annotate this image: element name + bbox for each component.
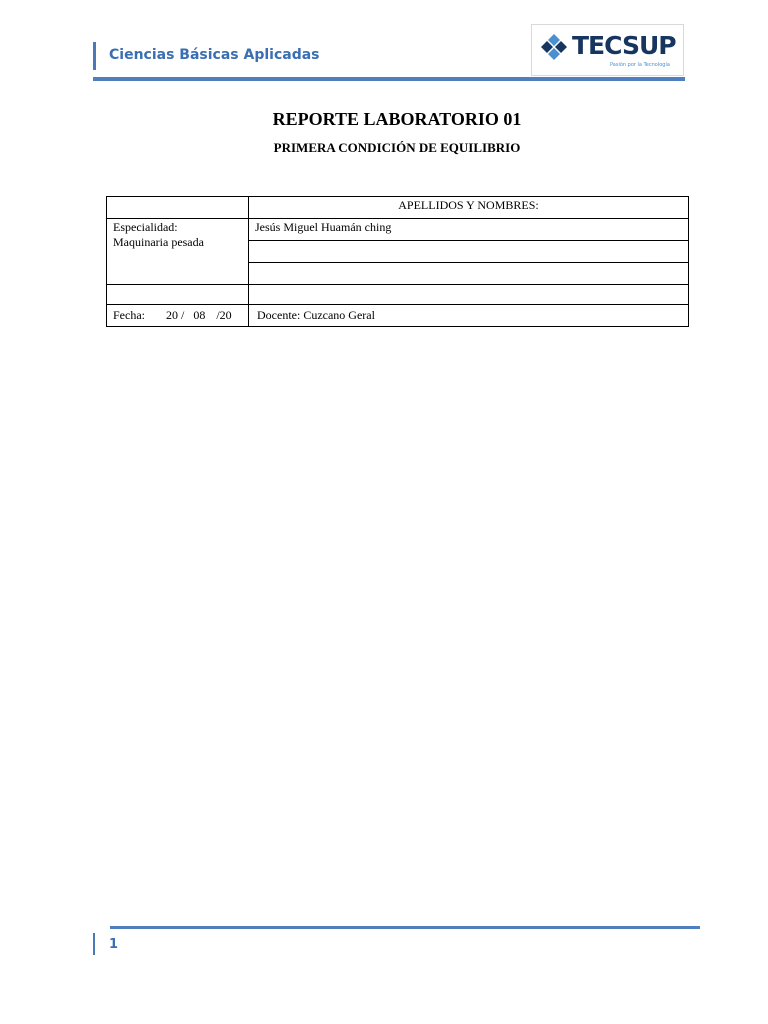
footer-accent-bar: [93, 933, 95, 955]
docente-cell: Docente: Cuzcano Geral: [249, 305, 689, 327]
tecsup-logo-icon: [540, 33, 568, 61]
fecha-cell: [107, 305, 249, 327]
fecha-day: 20 /: [166, 308, 185, 322]
header-divider: [93, 77, 685, 81]
student-name-2: [249, 241, 689, 263]
fecha-month: 08: [193, 308, 206, 322]
student-info-table: [106, 196, 689, 327]
footer-divider: [110, 926, 700, 929]
logo-tagline: Pasión por la Tecnología: [610, 62, 670, 68]
fecha-label: Fecha:: [113, 308, 145, 322]
especialidad-label: Especialidad:: [113, 220, 178, 234]
especialidad-value: Maquinaria pesada: [113, 235, 204, 249]
table-cell: [107, 285, 249, 305]
table-row: [107, 197, 689, 219]
header-accent-bar: [93, 42, 96, 70]
table-row: [107, 285, 689, 305]
names-header-cell: APELLIDOS Y NOMBRES:: [249, 197, 689, 219]
table-row: [107, 305, 689, 327]
table-cell: [107, 197, 249, 219]
student-name-1: Jesús Miguel Huamán ching: [249, 219, 689, 241]
course-title: Ciencias Básicas Aplicadas: [109, 47, 320, 63]
table-row: [107, 219, 689, 241]
logo-wordmark: TECSUP: [572, 31, 676, 60]
table-cell: [249, 285, 689, 305]
fecha-year: /20: [216, 308, 232, 322]
report-title: REPORTE LABORATORIO 01: [272, 109, 522, 129]
report-subtitle: PRIMERA CONDICIÓN DE EQUILIBRIO: [273, 140, 521, 155]
student-name-3: [249, 263, 689, 285]
tecsup-logo: [531, 24, 684, 76]
especialidad-cell: [107, 219, 249, 285]
page-number: 1: [109, 937, 119, 952]
